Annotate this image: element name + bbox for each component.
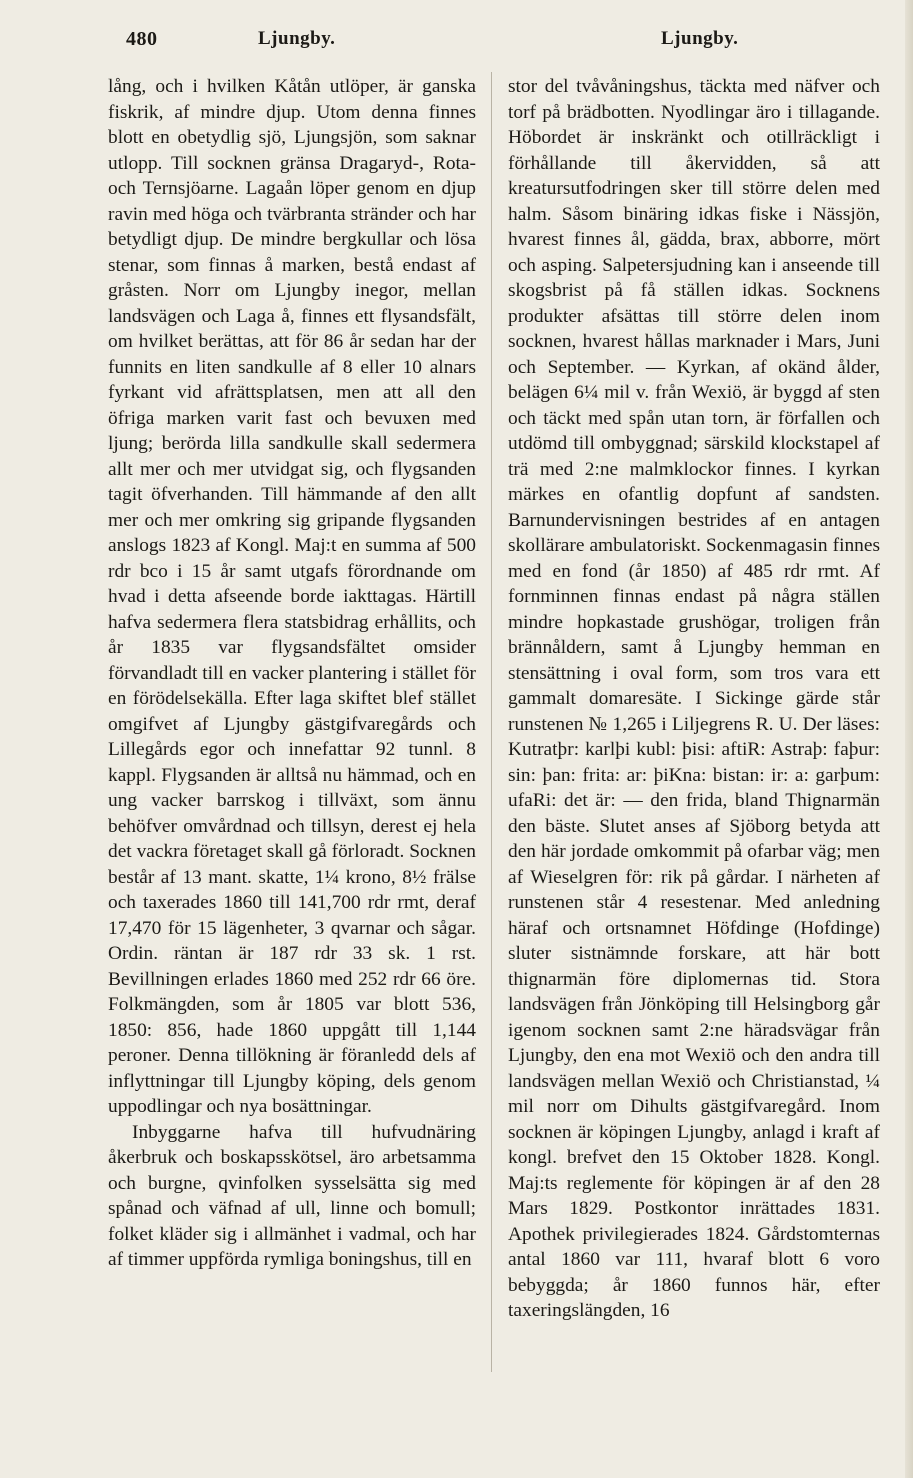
running-title-left: Ljungby. bbox=[258, 28, 336, 49]
paragraph: Inbyggarne hafva till hufvudnäring åkerbruk och boskapsskötsel, äro arbetsamma och burgne, qvinfolken sysselsätta sig med spånad och väfnad af ull, linne och bomull; folket kläder sig i allmänhet i vadmal, och har af timmer uppförda rymliga boningshus, till en bbox=[108, 1121, 476, 1270]
left-text-column bbox=[108, 74, 476, 1273]
paragraph: stor del tvåvåningshus, täckta med näfver och torf på brädbotten. Nyodlingar äro i tillagande. Höbordet är inskränkt och otillräckligt i förhållande till åkervidden, så att kreatursutfodringen sker till större delen med halm. Såsom binäring idkas fiske i Nässjön, hvarest finnes ål, gädda, brax, abborre, mört och asping. Salpetersjudning kan i anseende till skogsbrist på få ställen idkas. Socknens produkter afsättas till större delen inom socknen, hvarest hållas marknader i Mars, Juni och September. — Kyrkan, af okänd ålder, belägen 6¼ mil v. från Wexiö, är byggd af sten och täckt med spån utan torn, är förfallen och utdömd till ombyggnad; särskild klockstapel af trä med 2:ne malmklockor finnes. I kyrkan märkes en ofantlig dopfunt af sandsten. Barnundervisningen bestrides af en antagen skollärare ambulatoriskt. Sockenmagasin finnes med en fond (år 1850) af 485 rdr rmt. Af fornminnen finnas endast på några ställen mindre hopkastade grushögar, troligen från brännåldern, samt å Ljungby hemman en stensättning i oval form, som tros vara ett gammalt domaresäte. I Sickinge gärde står runstenen № 1,265 i Liljegrens R. U. Der läses: Kutratþr: karlþi kubl: þisi: aftiR: Astraþ: faþur: sin: þan: frita: ar: þiKna: bistan: ir: a: garþum: ufaRi: det är: — den frida, bland Thignarmän den bäste. Slutet anses af Sjöborg betyda att den här jordade omkommit på ofarbar väg; men af Wieselgren för: rik på gårdar. I närheten af runstenen står 4 resestenar. Med anledning häraf och ortsnamnet Höfdinge (Hofdinge) sluter sistnämnde forskare, att här bott thignarmän före diplomernas tid. Stora landsvägen från Jönköping till Helsingborg går igenom socknen samt 2:ne häradsvägar från Ljungby, den ena mot Wexiö och den andra till landsvägen mellan Wexiö och Christianstad, ¼ mil norr om Dihults gästgifvaregård. Inom socknen är köpingen Ljungby, anlagd i kraft af kongl. brefvet den 15 Oktober 1828. Kongl. Maj:ts reglemente för köpingen är af den 28 Mars 1829. Postkontor inrättades 1831. Apothek privilegierades 1824. Gårdstomternas antal 1860 var 111, hvaraf blott 6 voro bebyggda; år 1860 funnos här, efter taxeringslängden, 16 bbox=[508, 76, 880, 1321]
column-divider bbox=[491, 72, 492, 1372]
paragraph: lång, och i hvilken Kåtån utlöper, är ganska fiskrik, af mindre djup. Utom denna finnes blott en obetydlig sjö, Ljungsjön, som saknar utlopp. Till socknen gränsa Dragaryd-, Rota- och Ternsjöarne. Lagaån löper genom en djup ravin med höga och tvärbranta stränder och har betydligt djup. De mindre bergkullar och lösa stenar, som finnas å marken, bestå endast af gråsten. Norr om Ljungby inegor, mellan landsvägen och Laga å, finnes ett flysandsfält, om hvilket berättas, att för 86 år sedan har der funnits en liten sandkulle af 8 eller 10 alnars fyrkant vid afrättsplatsen, men att all den öfriga marken varit fast och bevuxen med ljung; berörda lilla sandkulle skall sedermera allt mer och mer utvidgat sig, och flygsanden tagit öfverhanden. Till hämmande af den allt mer och mer omkring sig gripande flygsanden anslogs 1823 af Kongl. Maj:t en summa af 500 rdr bco i 15 år samt utgafs förordnande om hvad i detta afseende borde iakttagas. Härtill hafva sedermera flera statsbidrag erhållits, och år 1835 var flygsandsfältet omsider förvandladt till en vacker plantering i stället för en förödelsekälla. Efter laga skiftet blef stället omgifvet af Ljungby gästgifvaregårds och Lillegårds egor och innefattar 92 tunnl. 8 kappl. Flygsanden är alltså nu hämmad, och en ung vacker barrskog i tillväxt, som ännu behöfver omvårdnad och tillsyn, derest ej hela det vackra företaget skall gå förloradt. Socknen består af 13 mant. skatte, 1¼ krono, 8½ frälse och taxerades 1860 till 141,700 rdr rmt, deraf 17,470 för 15 lägenheter, 3 qvarnar och sågar. Ordin. räntan är 187 rdr 33 sk. 1 rst. Bevillningen erlades 1860 med 252 rdr 66 öre. Folkmängden, som år 1805 var blott 536, 1850: 856, hade 1860 uppgått till 1,144 peroner. Denna tillökning är föranledd dels af inflyttningar till Ljungby köping, dels genom uppodlingar och nya bosättningar. bbox=[108, 76, 476, 1117]
page-edge bbox=[905, 0, 913, 1478]
right-text-column bbox=[508, 74, 880, 1324]
running-title-right: Ljungby. bbox=[661, 28, 739, 49]
page-number: 480 bbox=[126, 28, 158, 50]
